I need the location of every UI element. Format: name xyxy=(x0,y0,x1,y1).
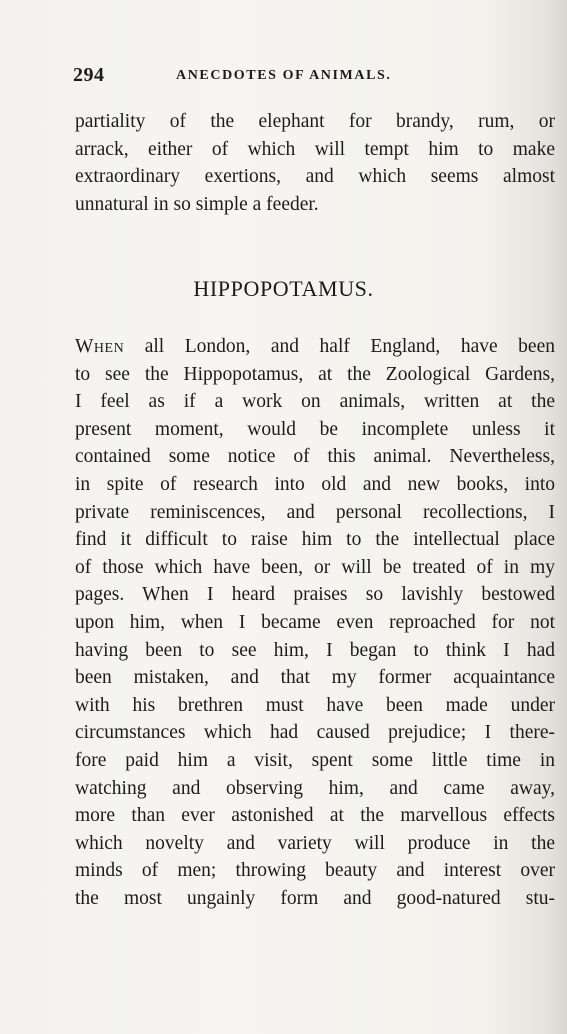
text-line-first xyxy=(75,333,555,361)
text-line: to see the Hippopotamus, at the Zoological Gardens, xyxy=(75,363,555,385)
text-line: I feel as if a work on animals, written at the xyxy=(75,391,555,413)
section-heading: HIPPOPOTAMUS. xyxy=(193,276,374,301)
text-line: in spite of research into old and new books, into xyxy=(75,473,555,495)
continued-paragraph xyxy=(75,108,555,218)
text-line: circumstances which had caused prejudice; I there- xyxy=(75,722,555,744)
text-line: the most ungainly form and good-natured stu- xyxy=(75,887,555,909)
text-line: pages. When I heard praises so lavishly bestowed xyxy=(75,584,555,606)
opening-word: When xyxy=(75,336,125,357)
text-line: been mistaken, and that my former acquaintance xyxy=(75,667,555,689)
text-line: extraordinary exertions, and which seems almost xyxy=(75,166,555,188)
running-title: ANECDOTES OF ANIMALS. xyxy=(176,68,392,83)
page-number: 294 xyxy=(73,64,105,86)
text-line: watching and observing him, and came away, xyxy=(75,777,555,799)
text-line: unnatural in so simple a feeder. xyxy=(75,193,319,215)
first-line-rest: all London, and half England, have been xyxy=(124,336,555,357)
text-line: find it difficult to raise him to the intellectual place xyxy=(75,529,555,551)
text-line: contained some notice of this animal. Nevertheless, xyxy=(75,446,555,468)
text-line: partiality of the elephant for brandy, rum, or xyxy=(75,111,555,132)
section-paragraph xyxy=(75,333,555,912)
text-line: minds of men; throwing beauty and interest over xyxy=(75,860,555,882)
page-header xyxy=(73,64,468,86)
text-line: fore paid him a visit, spent some little time in xyxy=(75,749,555,771)
text-line: of those which have been, or will be treated of in my xyxy=(75,556,555,578)
text-line: arrack, either of which will tempt him to make xyxy=(75,138,555,160)
text-line: private reminiscences, and personal recollections, I xyxy=(75,501,555,523)
text-line: which novelty and variety will produce in the xyxy=(75,832,555,854)
text-line: upon him, when I became even reproached for not xyxy=(75,611,555,633)
text-line: having been to see him, I began to think I had xyxy=(75,639,555,661)
text-line: with his brethren must have been made under xyxy=(75,694,555,716)
text-line: more than ever astonished at the marvellous effects xyxy=(75,805,555,827)
text-line: present moment, would be incomplete unless it xyxy=(75,418,555,440)
